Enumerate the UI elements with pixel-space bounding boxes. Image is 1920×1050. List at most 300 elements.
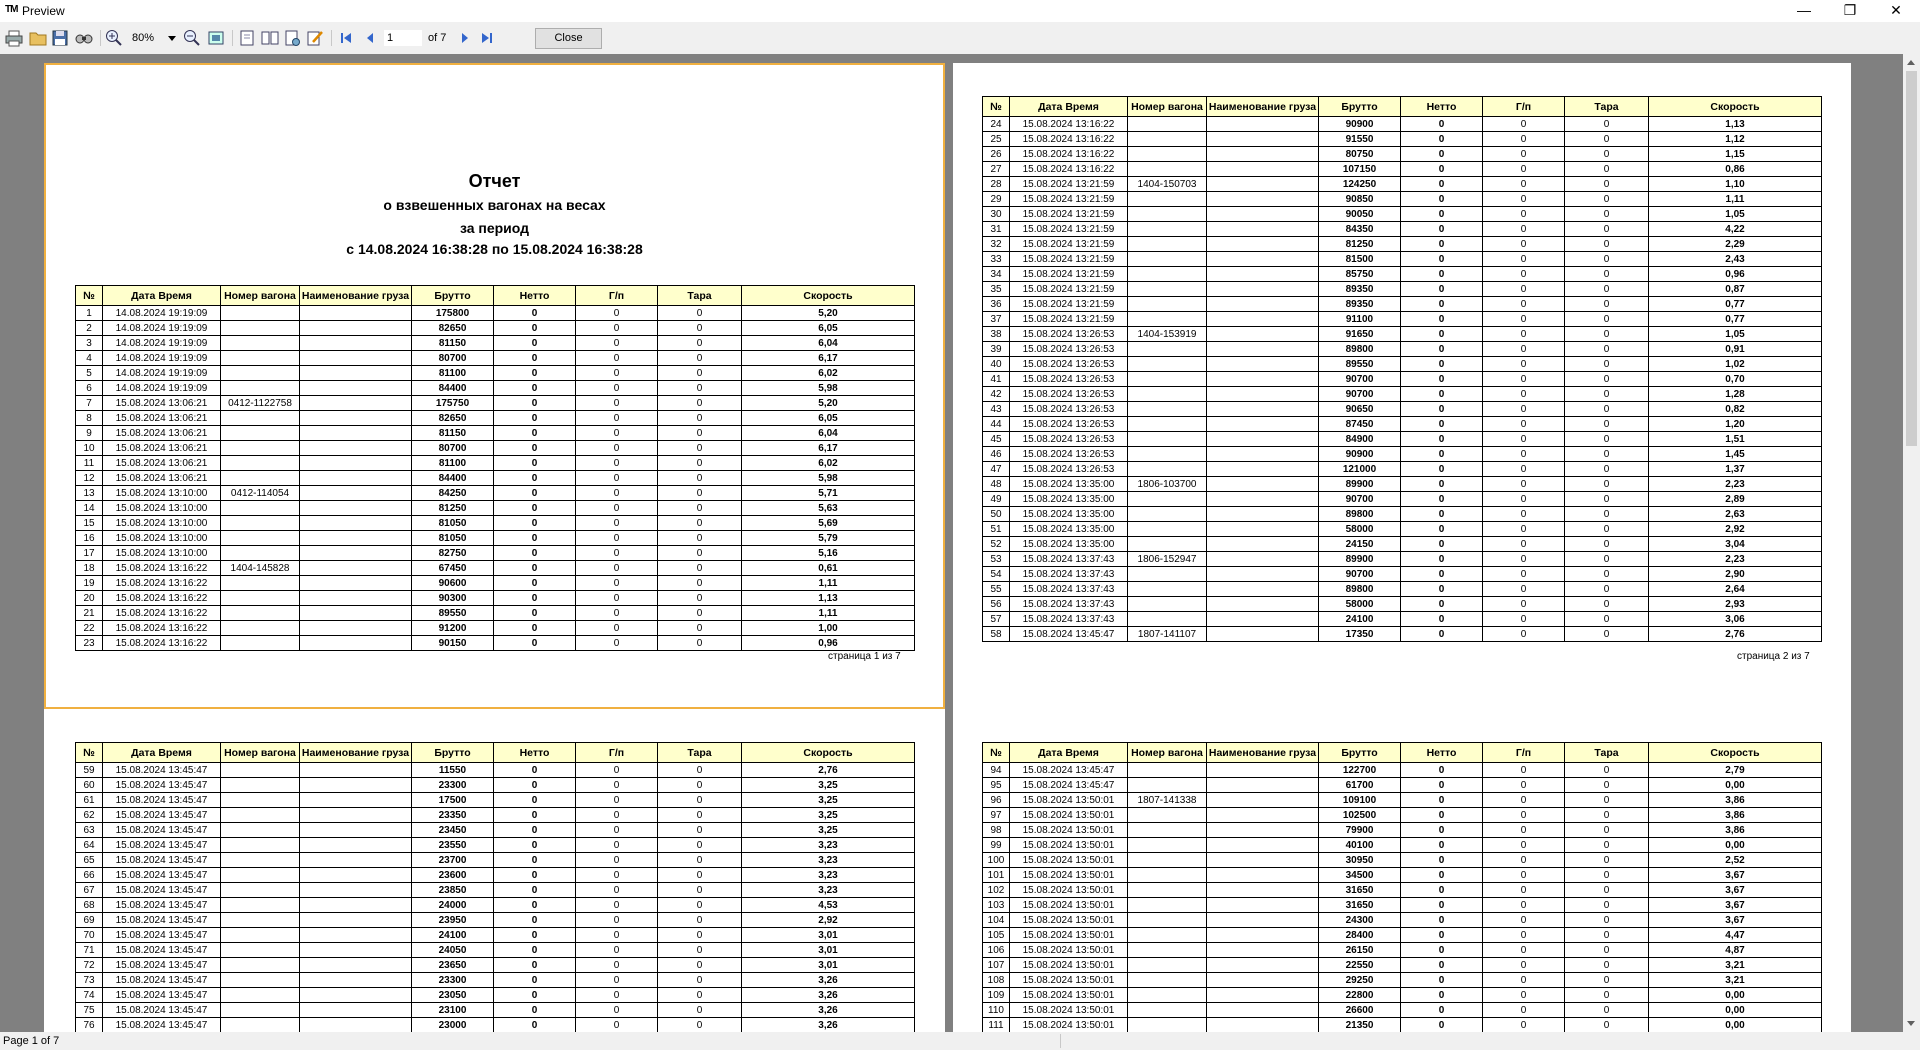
cell-speed: 4,87 (1649, 943, 1822, 958)
cell-net-weight: 0 (494, 471, 576, 486)
cell-tare: 0 (658, 381, 742, 396)
cell-tare: 0 (1565, 432, 1649, 447)
cell-row-number: 72 (76, 958, 103, 973)
cell-wagon-number: 1807-141107 (1128, 627, 1207, 642)
cell-gross-weight: 107150 (1319, 162, 1401, 177)
cell-net-weight: 0 (494, 763, 576, 778)
cell-gross-weight: 22800 (1319, 988, 1401, 1003)
cell-tare: 0 (658, 763, 742, 778)
zoom-out-icon[interactable] (182, 28, 202, 48)
cell-net-weight: 0 (1401, 402, 1483, 417)
table-row (983, 372, 1822, 387)
cell-wagon-number (221, 778, 300, 793)
table-row (983, 297, 1822, 312)
table-row (983, 763, 1822, 778)
table-row (983, 267, 1822, 282)
table-row (76, 576, 915, 591)
cell-net-weight: 0 (1401, 162, 1483, 177)
cell-cargo-name (300, 381, 412, 396)
cell-cargo-name (300, 636, 412, 651)
table-row (76, 958, 915, 973)
cell-capacity: 0 (1483, 582, 1565, 597)
cell-capacity: 0 (576, 943, 658, 958)
cell-gross-weight: 84400 (412, 471, 494, 486)
cell-speed: 6,02 (742, 456, 915, 471)
cell-wagon-number (221, 441, 300, 456)
cell-row-number: 106 (983, 943, 1010, 958)
cell-tare: 0 (1565, 928, 1649, 943)
table-row (983, 312, 1822, 327)
cell-gross-weight: 81050 (412, 531, 494, 546)
preview-viewport[interactable] (0, 54, 1903, 1032)
minimize-button[interactable]: — (1797, 2, 1811, 18)
cell-tare: 0 (658, 456, 742, 471)
cell-wagon-number (221, 793, 300, 808)
table-row (983, 177, 1822, 192)
cell-cargo-name (300, 838, 412, 853)
cell-tare: 0 (658, 441, 742, 456)
cell-net-weight: 0 (494, 883, 576, 898)
cell-wagon-number: 0412-114054 (221, 486, 300, 501)
cell-wagon-number (1128, 582, 1207, 597)
cell-row-number: 39 (983, 342, 1010, 357)
cell-row-number: 74 (76, 988, 103, 1003)
cell-speed: 1,28 (1649, 387, 1822, 402)
cell-tare: 0 (658, 546, 742, 561)
cell-gross-weight: 81100 (412, 456, 494, 471)
cell-cargo-name (1207, 612, 1319, 627)
cell-date-time: 15.08.2024 13:16:22 (103, 606, 221, 621)
cell-tare: 0 (658, 576, 742, 591)
cell-net-weight: 0 (1401, 267, 1483, 282)
column-header-net-weight: Нетто (494, 286, 576, 306)
cell-cargo-name (1207, 627, 1319, 642)
print-icon[interactable] (4, 28, 24, 48)
cell-row-number: 46 (983, 447, 1010, 462)
cell-cargo-name (1207, 222, 1319, 237)
first-page-icon[interactable] (336, 28, 356, 48)
cell-capacity: 0 (1483, 372, 1565, 387)
column-header-wagon-number: Номер вагона (1128, 743, 1207, 763)
cell-cargo-name (1207, 507, 1319, 522)
cell-row-number: 29 (983, 192, 1010, 207)
table-row (983, 252, 1822, 267)
cell-capacity: 0 (576, 561, 658, 576)
cell-wagon-number (1128, 808, 1207, 823)
column-header-gross-weight: Брутто (412, 286, 494, 306)
cell-wagon-number: 1404-150703 (1128, 177, 1207, 192)
edit-icon[interactable] (305, 28, 325, 48)
cell-wagon-number: 1806-152947 (1128, 552, 1207, 567)
cell-net-weight: 0 (1401, 327, 1483, 342)
report-date-range: с 14.08.2024 16:38:28 по 15.08.2024 16:38:28 (346, 241, 643, 257)
cell-wagon-number (221, 838, 300, 853)
cell-capacity: 0 (576, 823, 658, 838)
cell-net-weight: 0 (1401, 838, 1483, 853)
cell-wagon-number (1128, 883, 1207, 898)
table-row (983, 913, 1822, 928)
report-page-4[interactable] (953, 709, 1851, 1032)
cell-speed: 3,23 (742, 868, 915, 883)
cell-date-time: 15.08.2024 13:10:00 (103, 486, 221, 501)
cell-wagon-number (1128, 612, 1207, 627)
cell-row-number: 57 (983, 612, 1010, 627)
cell-gross-weight: 124250 (1319, 177, 1401, 192)
cell-speed: 6,05 (742, 321, 915, 336)
cell-row-number: 66 (76, 868, 103, 883)
cell-net-weight: 0 (1401, 522, 1483, 537)
cell-date-time: 15.08.2024 13:26:53 (1010, 432, 1128, 447)
next-page-icon[interactable] (455, 28, 475, 48)
table-row (76, 898, 915, 913)
cell-date-time: 15.08.2024 13:21:59 (1010, 282, 1128, 297)
cell-speed: 1,20 (1649, 417, 1822, 432)
cell-cargo-name (1207, 327, 1319, 342)
cell-gross-weight: 34500 (1319, 868, 1401, 883)
cell-net-weight: 0 (1401, 597, 1483, 612)
cell-cargo-name (1207, 447, 1319, 462)
cell-gross-weight: 23450 (412, 823, 494, 838)
cell-tare: 0 (1565, 132, 1649, 147)
cell-cargo-name (300, 1003, 412, 1018)
cell-wagon-number (1128, 402, 1207, 417)
cell-capacity: 0 (576, 486, 658, 501)
report-page-2[interactable] (953, 63, 1851, 709)
table-row (76, 853, 915, 868)
cell-tare: 0 (658, 606, 742, 621)
cell-capacity: 0 (576, 621, 658, 636)
cell-speed: 0,87 (1649, 282, 1822, 297)
cell-gross-weight: 82650 (412, 321, 494, 336)
cell-tare: 0 (1565, 297, 1649, 312)
previous-page-icon[interactable] (360, 28, 380, 48)
cell-speed: 1,11 (742, 606, 915, 621)
table-row (983, 582, 1822, 597)
table-row (983, 612, 1822, 627)
cell-cargo-name (300, 471, 412, 486)
cell-net-weight: 0 (1401, 988, 1483, 1003)
status-page-text: Page 1 of 7 (3, 1035, 60, 1047)
table-row (983, 868, 1822, 883)
cell-wagon-number (1128, 943, 1207, 958)
table-row (983, 928, 1822, 943)
cell-row-number: 18 (76, 561, 103, 576)
cell-cargo-name (300, 411, 412, 426)
maximize-button[interactable]: ❐ (1843, 2, 1857, 18)
cell-speed: 5,79 (742, 531, 915, 546)
cell-net-weight: 0 (494, 426, 576, 441)
fit-page-icon[interactable] (206, 28, 226, 48)
table-row (983, 522, 1822, 537)
table-row (983, 627, 1822, 642)
open-icon[interactable] (28, 28, 48, 48)
scrollbar-thumb[interactable] (1906, 71, 1917, 446)
cell-wagon-number (221, 988, 300, 1003)
cell-capacity: 0 (1483, 222, 1565, 237)
cell-speed: 1,45 (1649, 447, 1822, 462)
cell-gross-weight: 67450 (412, 561, 494, 576)
cell-capacity: 0 (1483, 838, 1565, 853)
cell-capacity: 0 (576, 381, 658, 396)
cell-tare: 0 (1565, 282, 1649, 297)
cell-tare: 0 (1565, 117, 1649, 132)
table-row (76, 456, 915, 471)
report-page-1[interactable] (44, 63, 945, 709)
column-header-speed: Скорость (742, 743, 915, 763)
cell-date-time: 15.08.2024 13:16:22 (1010, 147, 1128, 162)
cell-net-weight: 0 (1401, 973, 1483, 988)
column-header-wagon-number: Номер вагона (221, 286, 300, 306)
cell-row-number: 62 (76, 808, 103, 823)
cell-date-time: 15.08.2024 13:21:59 (1010, 297, 1128, 312)
scroll-up-icon[interactable] (1907, 60, 1915, 65)
table-row (983, 883, 1822, 898)
vertical-scrollbar[interactable] (1903, 54, 1920, 1032)
cell-wagon-number (1128, 222, 1207, 237)
cell-wagon-number (221, 913, 300, 928)
cell-capacity: 0 (1483, 447, 1565, 462)
report-table (75, 285, 915, 651)
cell-net-weight: 0 (494, 441, 576, 456)
table-row (76, 868, 915, 883)
cell-gross-weight: 23600 (412, 868, 494, 883)
cell-net-weight: 0 (1401, 823, 1483, 838)
cell-cargo-name (300, 823, 412, 838)
cell-row-number: 24 (983, 117, 1010, 132)
cell-speed: 2,93 (1649, 597, 1822, 612)
cell-cargo-name (300, 883, 412, 898)
cell-cargo-name (1207, 522, 1319, 537)
cell-gross-weight: 102500 (1319, 808, 1401, 823)
cell-net-weight: 0 (1401, 868, 1483, 883)
cell-date-time: 15.08.2024 13:10:00 (103, 516, 221, 531)
cell-gross-weight: 81050 (412, 516, 494, 531)
cell-gross-weight: 122700 (1319, 763, 1401, 778)
cell-row-number: 37 (983, 312, 1010, 327)
cell-cargo-name (1207, 537, 1319, 552)
single-page-icon[interactable] (237, 28, 257, 48)
last-page-icon[interactable] (477, 28, 497, 48)
cell-row-number: 76 (76, 1018, 103, 1033)
cell-tare: 0 (1565, 462, 1649, 477)
cell-row-number: 102 (983, 883, 1010, 898)
cell-capacity: 0 (576, 321, 658, 336)
cell-net-weight: 0 (494, 621, 576, 636)
cell-gross-weight: 11550 (412, 763, 494, 778)
cell-wagon-number (1128, 868, 1207, 883)
cell-net-weight: 0 (1401, 778, 1483, 793)
cell-date-time: 15.08.2024 13:35:00 (1010, 492, 1128, 507)
cell-speed: 5,98 (742, 381, 915, 396)
cell-capacity: 0 (1483, 958, 1565, 973)
cell-row-number: 2 (76, 321, 103, 336)
cell-date-time: 15.08.2024 13:06:21 (103, 426, 221, 441)
cell-cargo-name (300, 516, 412, 531)
cell-cargo-name (1207, 763, 1319, 778)
cell-gross-weight: 17350 (1319, 627, 1401, 642)
cell-speed: 5,20 (742, 306, 915, 321)
cell-cargo-name (300, 928, 412, 943)
cell-wagon-number (221, 531, 300, 546)
cell-tare: 0 (1565, 492, 1649, 507)
cell-tare: 0 (1565, 1018, 1649, 1033)
cell-capacity: 0 (576, 396, 658, 411)
cell-row-number: 101 (983, 868, 1010, 883)
cell-tare: 0 (658, 793, 742, 808)
cell-gross-weight: 175800 (412, 306, 494, 321)
cell-date-time: 15.08.2024 13:50:01 (1010, 853, 1128, 868)
column-header-capacity: Г/п (576, 743, 658, 763)
cell-gross-weight: 89900 (1319, 552, 1401, 567)
cell-date-time: 15.08.2024 13:50:01 (1010, 823, 1128, 838)
cell-cargo-name (300, 898, 412, 913)
cell-date-time: 15.08.2024 13:35:00 (1010, 537, 1128, 552)
cell-date-time: 15.08.2024 13:35:00 (1010, 477, 1128, 492)
cell-wagon-number (1128, 928, 1207, 943)
cell-row-number: 12 (76, 471, 103, 486)
cell-date-time: 15.08.2024 13:21:59 (1010, 312, 1128, 327)
two-pages-icon[interactable] (260, 28, 280, 48)
cell-tare: 0 (1565, 597, 1649, 612)
cell-wagon-number (1128, 823, 1207, 838)
cell-speed: 5,63 (742, 501, 915, 516)
cell-date-time: 15.08.2024 13:10:00 (103, 531, 221, 546)
cell-net-weight: 0 (494, 943, 576, 958)
cell-tare: 0 (1565, 327, 1649, 342)
table-row (76, 928, 915, 943)
table-row (76, 591, 915, 606)
cell-wagon-number (221, 808, 300, 823)
cell-cargo-name (1207, 868, 1319, 883)
cell-capacity: 0 (1483, 1003, 1565, 1018)
column-header-date-time: Дата Время (103, 286, 221, 306)
cell-wagon-number (1128, 117, 1207, 132)
cell-capacity: 0 (1483, 207, 1565, 222)
cell-cargo-name (300, 973, 412, 988)
cell-net-weight: 0 (1401, 958, 1483, 973)
table-row (76, 366, 915, 381)
column-header-speed: Скорость (742, 286, 915, 306)
cell-tare: 0 (1565, 1003, 1649, 1018)
cell-capacity: 0 (576, 546, 658, 561)
cell-tare: 0 (1565, 252, 1649, 267)
cell-wagon-number (1128, 417, 1207, 432)
table-row (76, 823, 915, 838)
window-close-button[interactable]: ✕ (1890, 2, 1902, 18)
table-row (983, 357, 1822, 372)
report-page-3[interactable] (44, 709, 945, 1032)
cell-gross-weight: 58000 (1319, 597, 1401, 612)
column-header-net-weight: Нетто (1401, 97, 1483, 117)
table-row (983, 492, 1822, 507)
cell-gross-weight: 23550 (412, 838, 494, 853)
cell-date-time: 15.08.2024 13:50:01 (1010, 838, 1128, 853)
close-button[interactable]: Close (535, 28, 602, 49)
cell-tare: 0 (658, 621, 742, 636)
cell-row-number: 47 (983, 462, 1010, 477)
cell-row-number: 60 (76, 778, 103, 793)
table-row (76, 441, 915, 456)
cell-net-weight: 0 (494, 561, 576, 576)
cell-row-number: 9 (76, 426, 103, 441)
cell-capacity: 0 (576, 636, 658, 651)
cell-gross-weight: 84400 (412, 381, 494, 396)
cell-gross-weight: 23350 (412, 808, 494, 823)
cell-cargo-name (1207, 913, 1319, 928)
cell-wagon-number (1128, 958, 1207, 973)
cell-row-number: 10 (76, 441, 103, 456)
cell-capacity: 0 (1483, 192, 1565, 207)
cell-date-time: 15.08.2024 13:50:01 (1010, 928, 1128, 943)
cell-gross-weight: 23850 (412, 883, 494, 898)
cell-row-number: 63 (76, 823, 103, 838)
cell-wagon-number (221, 1003, 300, 1018)
cell-row-number: 4 (76, 351, 103, 366)
status-divider (1060, 1034, 1061, 1048)
cell-gross-weight: 26600 (1319, 1003, 1401, 1018)
cell-date-time: 15.08.2024 13:26:53 (1010, 447, 1128, 462)
cell-date-time: 15.08.2024 13:37:43 (1010, 597, 1128, 612)
scroll-down-icon[interactable] (1907, 1021, 1915, 1026)
cell-gross-weight: 23950 (412, 913, 494, 928)
cell-cargo-name (300, 441, 412, 456)
column-header-gross-weight: Брутто (412, 743, 494, 763)
cell-speed: 3,26 (742, 1018, 915, 1033)
table-body (983, 117, 1822, 642)
cell-net-weight: 0 (1401, 913, 1483, 928)
cell-tare: 0 (658, 988, 742, 1003)
cell-tare: 0 (658, 531, 742, 546)
cell-tare: 0 (1565, 222, 1649, 237)
cell-row-number: 30 (983, 207, 1010, 222)
cell-tare: 0 (658, 838, 742, 853)
cell-capacity: 0 (576, 606, 658, 621)
cell-capacity: 0 (576, 778, 658, 793)
page-setup-icon[interactable] (282, 28, 302, 48)
cell-cargo-name (1207, 282, 1319, 297)
table-row (983, 567, 1822, 582)
page-number-input[interactable]: 1 (383, 29, 423, 47)
cell-gross-weight: 85750 (1319, 267, 1401, 282)
cell-row-number: 48 (983, 477, 1010, 492)
cell-wagon-number (1128, 988, 1207, 1003)
table-row (983, 132, 1822, 147)
table-row (76, 913, 915, 928)
save-icon[interactable] (50, 28, 70, 48)
cell-tare: 0 (658, 471, 742, 486)
cell-wagon-number (1128, 1003, 1207, 1018)
cell-row-number: 96 (983, 793, 1010, 808)
cell-tare: 0 (658, 808, 742, 823)
cell-net-weight: 0 (1401, 612, 1483, 627)
table-row (983, 282, 1822, 297)
table-row (983, 552, 1822, 567)
zoom-in-icon[interactable] (104, 28, 124, 48)
find-icon[interactable] (74, 28, 94, 48)
zoom-select[interactable] (128, 28, 178, 48)
column-header-cargo-name: Наименование груза (1207, 97, 1319, 117)
cell-date-time: 14.08.2024 19:19:09 (103, 336, 221, 351)
table-body (76, 763, 915, 1033)
cell-tare: 0 (1565, 552, 1649, 567)
cell-wagon-number (221, 471, 300, 486)
cell-row-number: 70 (76, 928, 103, 943)
cell-capacity: 0 (576, 411, 658, 426)
table-row (983, 823, 1822, 838)
cell-cargo-name (300, 576, 412, 591)
cell-speed: 3,86 (1649, 808, 1822, 823)
cell-cargo-name (1207, 207, 1319, 222)
